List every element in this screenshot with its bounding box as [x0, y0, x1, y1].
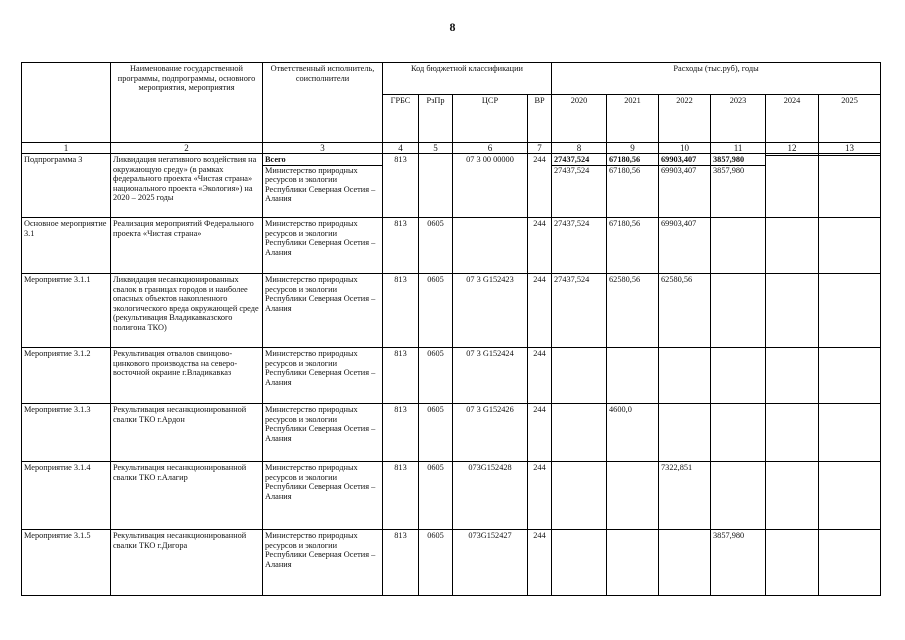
row-executor: Министерство природных ресурсов и экологии Республики Северная Осетия – Алания	[263, 348, 383, 404]
column-number: 12	[766, 143, 819, 154]
row-name: Ликвидация негативного воздействия на окружающую среду» (в рамках федерального проекта «Чистая страна» национального проекта «Экология») на 2020 – 2025 годы	[111, 154, 263, 218]
executor-amount	[819, 155, 880, 156]
column-number: 3	[263, 143, 383, 154]
header-year: 2020	[552, 95, 607, 143]
header-name: Наименование государственной программы, подпрограммы, основного мероприятия, мероприятия	[111, 63, 263, 143]
amount-cell	[819, 218, 881, 274]
vr-cell: 244	[528, 274, 552, 348]
csr-cell: 07 3 G152426	[453, 404, 528, 462]
row-level: Основное мероприятие 3.1	[22, 218, 111, 274]
row-executor: Министерство природных ресурсов и экологии Республики Северная Осетия – Алания	[263, 274, 383, 348]
page-number: 8	[449, 20, 456, 34]
header-vr: ВР	[528, 95, 552, 143]
amount-cell	[607, 462, 659, 530]
table-row	[22, 218, 881, 274]
amount-cell	[766, 348, 819, 404]
row-name: Рекультивация несанкционированной свалки ТКО г.Ардон	[111, 404, 263, 462]
column-number: 2	[111, 143, 263, 154]
executor-amount: 67180,56	[607, 165, 658, 176]
row-executor: Министерство природных ресурсов и экологии Республики Северная Осетия – Алания	[263, 404, 383, 462]
executor-amount: 3857,980	[711, 165, 765, 176]
column-number: 8	[552, 143, 607, 154]
amount-cell	[766, 274, 819, 348]
row-level: Мероприятие 3.1.5	[22, 530, 111, 596]
column-number: 4	[383, 143, 419, 154]
amount-cell: 67180,56	[607, 218, 659, 274]
csr-cell: 07 3 00 00000	[453, 154, 528, 218]
amount-cell	[552, 154, 607, 218]
amount-cell	[659, 530, 711, 596]
column-number: 5	[419, 143, 453, 154]
table-row	[22, 404, 881, 462]
total-amount: 3857,980	[713, 155, 745, 164]
amount-cell	[766, 462, 819, 530]
executor-total-label: Всего	[265, 155, 286, 164]
vr-cell: 244	[528, 530, 552, 596]
amount-cell	[659, 348, 711, 404]
csr-cell: 07 3 G152423	[453, 274, 528, 348]
amount-cell	[552, 530, 607, 596]
executor-amount: 27437,524	[552, 165, 606, 176]
rzpr-cell: 0605	[419, 348, 453, 404]
row-name: Рекультивация несанкционированной свалки ТКО г.Алагир	[111, 462, 263, 530]
amount-cell	[711, 274, 766, 348]
amount-cell	[607, 530, 659, 596]
amount-cell	[552, 348, 607, 404]
header-year: 2025	[819, 95, 881, 143]
column-number: 9	[607, 143, 659, 154]
table-row	[22, 348, 881, 404]
csr-cell: 073G152428	[453, 462, 528, 530]
csr-cell: 07 3 G152424	[453, 348, 528, 404]
vr-cell: 244	[528, 404, 552, 462]
header-grbs: ГРБС	[383, 95, 419, 143]
table-row	[22, 462, 881, 530]
vr-cell: 244	[528, 154, 552, 218]
rzpr-cell	[419, 154, 453, 218]
amount-cell	[819, 530, 881, 596]
amount-cell: 4600,0	[607, 404, 659, 462]
amount-cell	[819, 348, 881, 404]
amount-cell: 62580,56	[659, 274, 711, 348]
amount-cell	[552, 404, 607, 462]
header-executor: Ответственный исполнитель, соисполнители	[263, 63, 383, 143]
row-name: Рекультивация несанкционированной свалки ТКО г.Дигора	[111, 530, 263, 596]
executor-amount: 69903,407	[659, 165, 710, 176]
column-number: 1	[22, 143, 111, 154]
column-number: 6	[453, 143, 528, 154]
vr-cell: 244	[528, 348, 552, 404]
amount-cell	[766, 154, 819, 218]
amount-cell: 7322,851	[659, 462, 711, 530]
total-amount: 27437,524	[554, 155, 590, 164]
amount-cell	[766, 404, 819, 462]
row-level: Подпрограмма 3	[22, 154, 111, 218]
table-row	[22, 530, 881, 596]
grbs-cell: 813	[383, 348, 419, 404]
header-blank	[22, 63, 111, 143]
csr-cell	[453, 218, 528, 274]
amount-cell	[607, 154, 659, 218]
row-name: Ликвидация несанкционированных свалок в границах городов и наиболее опасных объектов накопленного экологического вреда окружающей среде (рекультивация Владикавказского полигона ТКО)	[111, 274, 263, 348]
amount-cell: 27437,524	[552, 274, 607, 348]
amount-cell	[711, 404, 766, 462]
amount-cell	[819, 404, 881, 462]
total-amount: 69903,407	[661, 155, 697, 164]
grbs-cell: 813	[383, 274, 419, 348]
amount-cell	[819, 274, 881, 348]
amount-cell: 3857,980	[711, 530, 766, 596]
row-executor: Министерство природных ресурсов и экологии Республики Северная Осетия – Алания	[263, 462, 383, 530]
amount-cell	[552, 462, 607, 530]
executor-name: Министерство природных ресурсов и экологии Республики Северная Осетия – Алания	[263, 165, 382, 204]
header-csr: ЦСР	[453, 95, 528, 143]
row-name: Реализация мероприятий Федерального проекта «Чистая страна»	[111, 218, 263, 274]
csr-cell: 073G152427	[453, 530, 528, 596]
amount-cell	[819, 462, 881, 530]
amount-cell	[711, 348, 766, 404]
amount-cell	[659, 154, 711, 218]
header-expenses: Расходы (тыс.руб), годы	[552, 63, 881, 95]
row-level: Мероприятие 3.1.3	[22, 404, 111, 462]
table-row	[22, 154, 881, 218]
column-number-row	[22, 143, 881, 154]
amount-cell: 69903,407	[659, 218, 711, 274]
rzpr-cell: 0605	[419, 462, 453, 530]
column-number: 13	[819, 143, 881, 154]
row-executor: Министерство природных ресурсов и экологии Республики Северная Осетия – Алания	[263, 218, 383, 274]
row-executor: Министерство природных ресурсов и экологии Республики Северная Осетия – Алания	[263, 530, 383, 596]
column-number: 10	[659, 143, 711, 154]
grbs-cell: 813	[383, 218, 419, 274]
header-budget-code: Код бюджетной классификации	[383, 63, 552, 95]
header-year: 2021	[607, 95, 659, 143]
row-level: Мероприятие 3.1.2	[22, 348, 111, 404]
vr-cell: 244	[528, 462, 552, 530]
amount-cell	[819, 154, 881, 218]
total-amount: 67180,56	[609, 155, 641, 164]
amount-cell	[766, 530, 819, 596]
row-executor	[263, 154, 383, 218]
row-level: Мероприятие 3.1.1	[22, 274, 111, 348]
amount-cell	[766, 218, 819, 274]
grbs-cell: 813	[383, 530, 419, 596]
amount-cell	[711, 462, 766, 530]
amount-cell	[607, 348, 659, 404]
header-rzpr: РзПр	[419, 95, 453, 143]
amount-cell: 27437,524	[552, 218, 607, 274]
header-year: 2023	[711, 95, 766, 143]
column-number: 11	[711, 143, 766, 154]
amount-cell	[659, 404, 711, 462]
row-level: Мероприятие 3.1.4	[22, 462, 111, 530]
column-number: 7	[528, 143, 552, 154]
vr-cell: 244	[528, 218, 552, 274]
header-year: 2022	[659, 95, 711, 143]
rzpr-cell: 0605	[419, 404, 453, 462]
executor-amount	[766, 155, 818, 156]
grbs-cell: 813	[383, 462, 419, 530]
budget-table	[21, 62, 881, 596]
table-row	[22, 274, 881, 348]
amount-cell: 62580,56	[607, 274, 659, 348]
grbs-cell: 813	[383, 154, 419, 218]
amount-cell	[711, 154, 766, 218]
amount-cell	[711, 218, 766, 274]
rzpr-cell: 0605	[419, 274, 453, 348]
rzpr-cell: 0605	[419, 218, 453, 274]
row-name: Рекультивация отвалов свинцово-цинкового производства на северо-восточной окраине г.Владикавказ	[111, 348, 263, 404]
grbs-cell: 813	[383, 404, 419, 462]
header-year: 2024	[766, 95, 819, 143]
rzpr-cell: 0605	[419, 530, 453, 596]
